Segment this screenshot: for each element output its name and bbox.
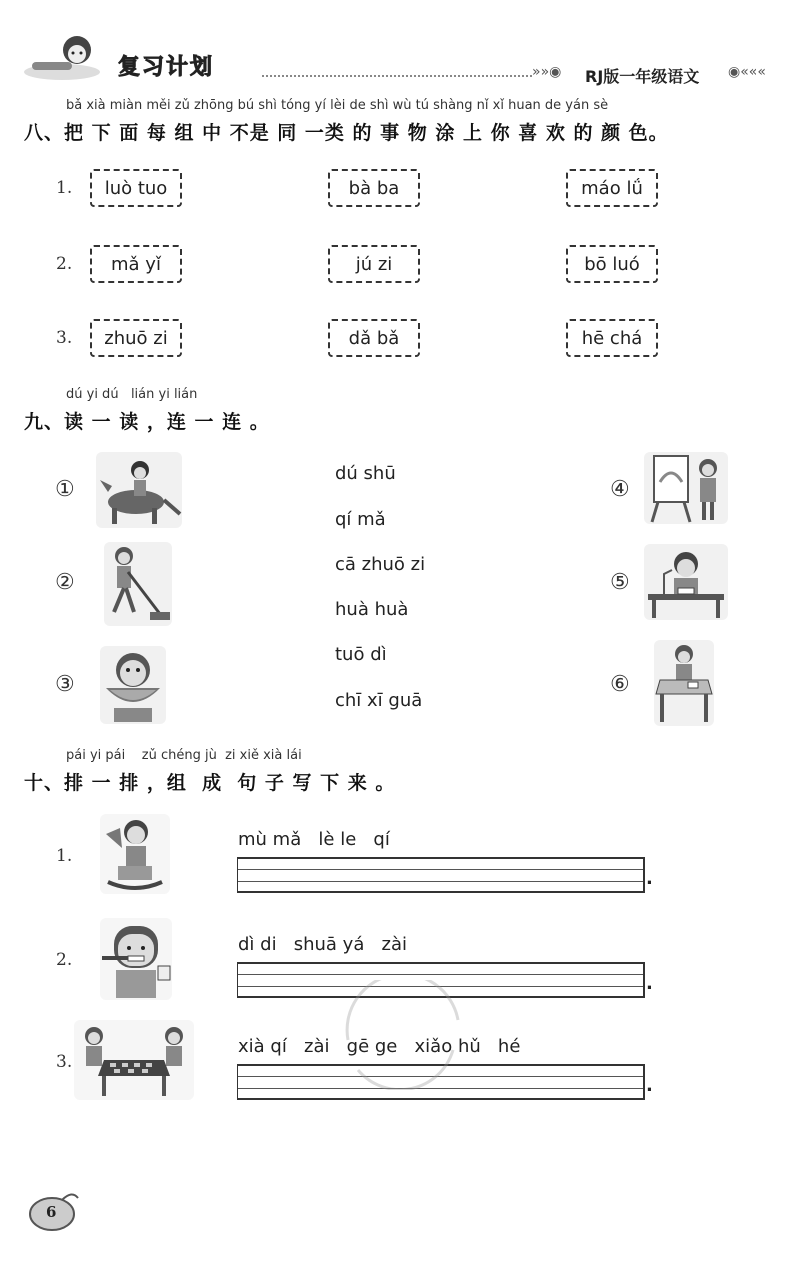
watermark-stamp-icon — [338, 980, 468, 1090]
painting-picture[interactable] — [644, 452, 728, 524]
writing-lines-1[interactable] — [237, 857, 645, 893]
left-number-3: ③ — [55, 672, 75, 697]
reading-picture[interactable] — [644, 544, 728, 620]
row-number: 3. — [56, 328, 73, 348]
right-number-5: ⑤ — [610, 570, 630, 595]
section8-title: 八、把 下 面 每 组 中 不是 同 一类 的 事 物 涂 上 你 喜 欢 的 颜 色。 — [24, 122, 669, 144]
pinyin-word-6[interactable]: chī xī guā — [335, 690, 423, 711]
item-number-3: 3. — [56, 1052, 73, 1072]
word-box[interactable]: jú zi — [328, 245, 420, 283]
pinyin-word-2[interactable]: qí mǎ — [335, 509, 386, 530]
wiping-table-picture[interactable] — [654, 640, 714, 726]
item-words-2: dì di shuā yá zài — [238, 934, 408, 955]
header-mascot-icon — [22, 32, 114, 84]
word-box[interactable]: bà ba — [328, 169, 420, 207]
item-number-2: 2. — [56, 950, 73, 970]
row-number: 2. — [56, 254, 73, 274]
item-number-1: 1. — [56, 846, 73, 866]
word-box[interactable]: bō luó — [566, 245, 658, 283]
header-divider — [262, 75, 532, 77]
rocking-horse-picture — [100, 814, 170, 894]
word-box[interactable]: hē chá — [566, 319, 658, 357]
page-number: 6 — [46, 1203, 57, 1221]
end-mark-2: . — [646, 973, 653, 994]
pinyin-word-1[interactable]: dú shū — [335, 463, 396, 484]
section10-title: 十、排 一 排 ，组 成 句 子 写 下 来 。 — [24, 772, 396, 794]
right-number-4: ④ — [610, 477, 630, 502]
section8-pinyin: bǎ xià miàn měi zǔ zhōng bú shì tóng yí lèi de shì wù tú shàng nǐ xǐ huan de yán sè — [66, 98, 609, 113]
end-mark-3: . — [646, 1075, 653, 1096]
mopping-picture[interactable] — [104, 542, 172, 626]
left-number-2: ② — [55, 570, 75, 595]
horse-riding-picture[interactable] — [96, 452, 182, 528]
right-number-6: ⑥ — [610, 672, 630, 697]
section9-title: 九、读 一 读 ，连 一 连 。 — [24, 411, 270, 433]
header-subtitle-text: RJ版一年级语文 — [585, 67, 700, 86]
pinyin-word-3[interactable]: cā zhuō zi — [335, 554, 426, 575]
end-mark-1: . — [646, 868, 653, 889]
header-arrows-right: ◉««« — [728, 64, 766, 80]
left-number-1: ① — [55, 477, 75, 502]
word-box[interactable]: mǎ yǐ — [90, 245, 182, 283]
item-words-3: xià qí zài gē ge xiǎo hǔ hé — [238, 1036, 521, 1057]
header-subtitle — [585, 64, 699, 87]
word-box[interactable]: zhuō zi — [90, 319, 182, 357]
pinyin-word-5[interactable]: tuō dì — [335, 644, 387, 665]
header-title: 复习计划 — [118, 55, 215, 80]
section10-pinyin: pái yi pái zǔ chéng jù zi xiě xià lái — [66, 748, 302, 763]
brushing-teeth-picture — [100, 918, 172, 1000]
pinyin-word-4[interactable]: huà huà — [335, 599, 409, 620]
header-arrows-left: »»◉ — [532, 64, 562, 80]
eating-watermelon-picture[interactable] — [100, 646, 166, 724]
word-box[interactable]: luò tuo — [90, 169, 182, 207]
playing-chess-picture — [74, 1020, 194, 1100]
word-box[interactable]: máo lǘ — [566, 169, 658, 207]
section9-pinyin: dú yi dú lián yi lián — [66, 387, 198, 402]
word-box[interactable]: dǎ bǎ — [328, 319, 420, 357]
row-number: 1. — [56, 178, 73, 198]
item-words-1: mù mǎ lè le qí — [238, 829, 390, 850]
